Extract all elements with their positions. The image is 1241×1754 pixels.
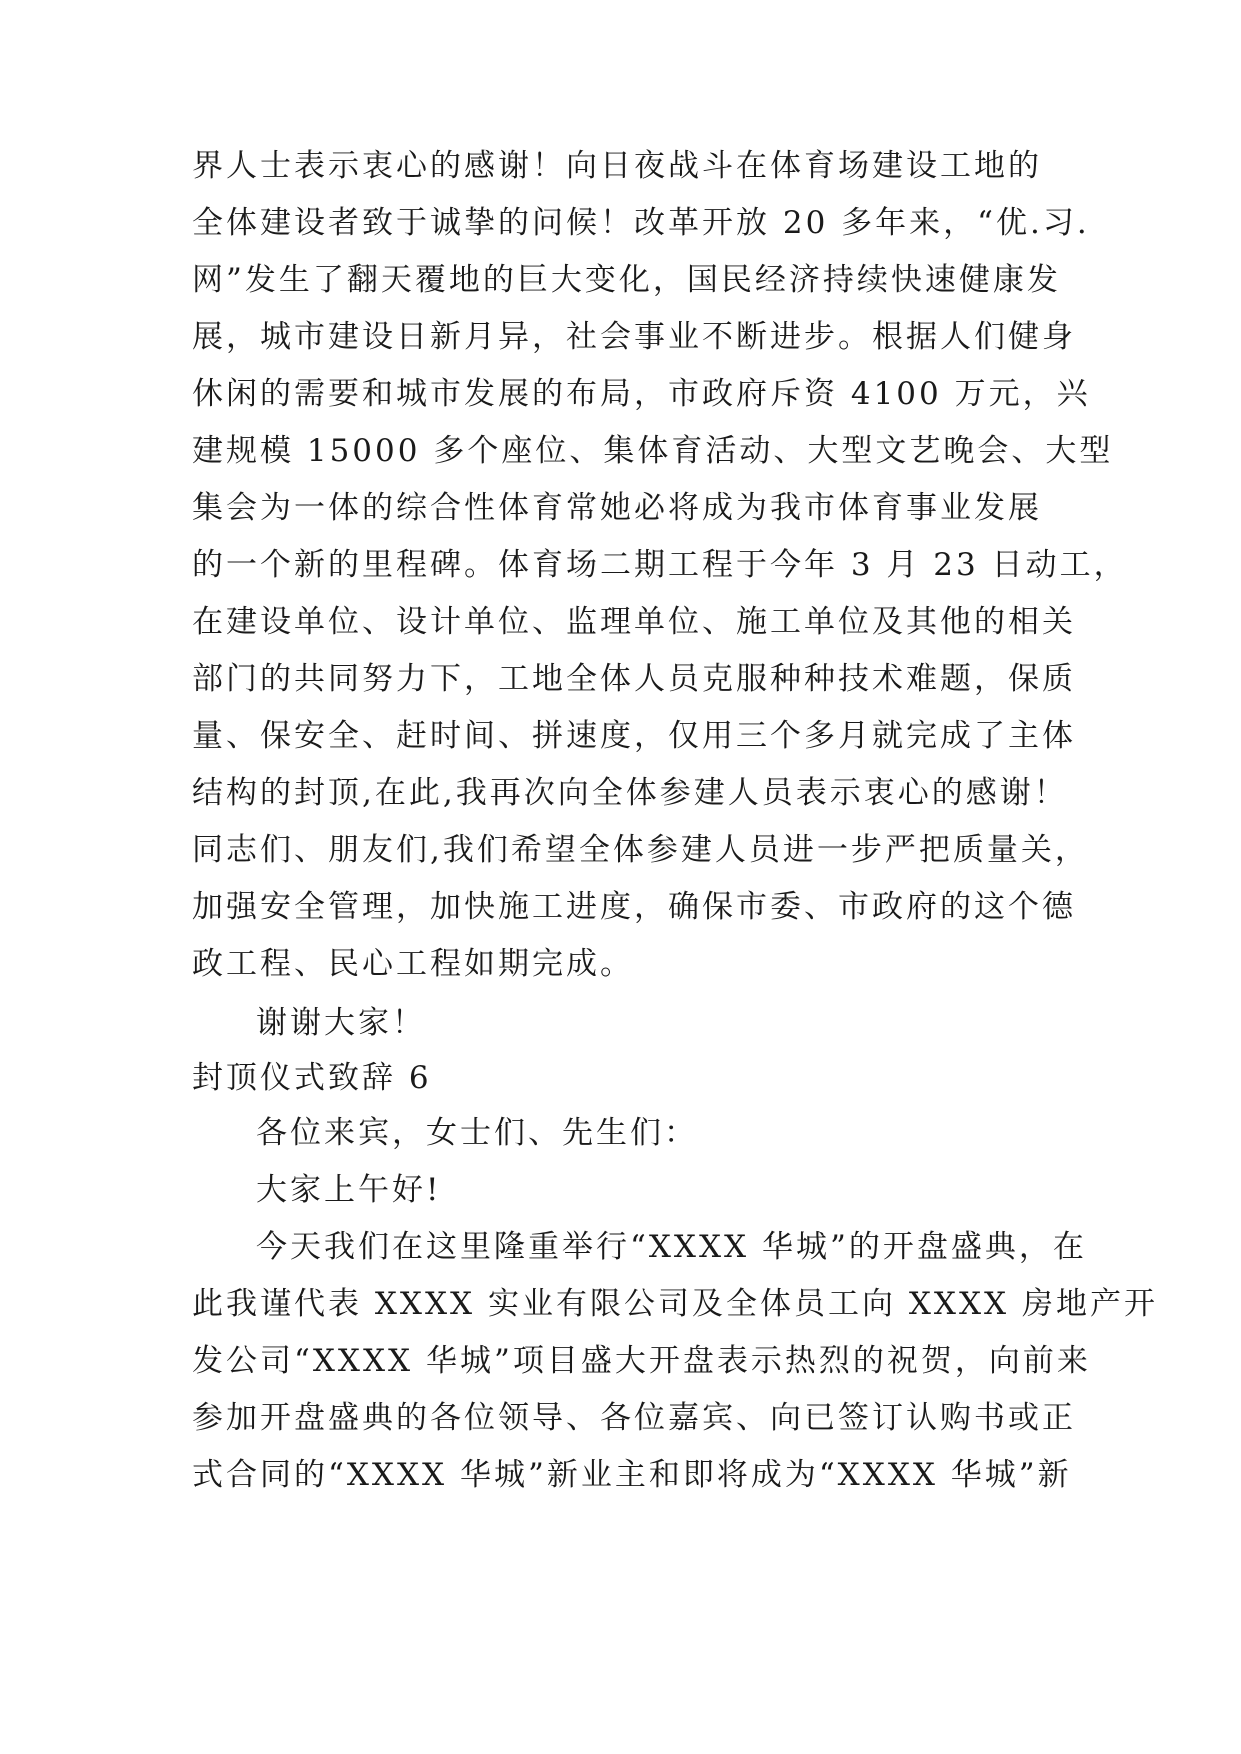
closing-thanks: 谢谢大家！: [256, 1005, 426, 1041]
body-line: 式合同的“XXXX 华城”新业主和即将成为“XXXX 华城”新: [192, 1457, 1072, 1493]
body-line: 休闲的需要和城市发展的布局，市政府斥资 4100 万元，兴: [192, 376, 1091, 412]
body-line: 界人士表示衷心的感谢！向日夜战斗在体育场建设工地的: [192, 148, 1042, 184]
body-line: 加强安全管理，加快施工进度，确保市委、市政府的这个德: [192, 889, 1076, 925]
body-line: 此我谨代表 XXXX 实业有限公司及全体员工向 XXXX 房地产开: [192, 1286, 1158, 1322]
body-line: 同志们、朋友们,我们希望全体参建人员进一步严把质量关，: [192, 832, 1089, 868]
morning-greeting: 大家上午好!: [256, 1172, 442, 1208]
body-line: 在建设单位、设计单位、监理单位、施工单位及其他的相关: [192, 604, 1076, 640]
body-line: 参加开盘盛典的各位领导、各位嘉宾、向已签订认购书或正: [192, 1400, 1076, 1436]
paragraph-first-line: 今天我们在这里隆重举行“XXXX 华城”的开盘盛典，在: [256, 1229, 1087, 1265]
body-line: 结构的封顶,在此,我再次向全体参建人员表示衷心的感谢！: [192, 775, 1068, 811]
body-line: 量、保安全、赶时间、拼速度，仅用三个多月就完成了主体: [192, 718, 1076, 754]
greeting: 各位来宾，女士们、先生们：: [256, 1115, 698, 1151]
body-line: 的一个新的里程碑。体育场二期工程于今年 3 月 23 日动工，: [192, 547, 1128, 583]
body-line: 全体建设者致于诚挚的问候！改革开放 20 多年来，“优.习.: [192, 205, 1090, 241]
section-title: 封顶仪式致辞 6: [192, 1060, 432, 1096]
body-line: 发公司“XXXX 华城”项目盛大开盘表示热烈的祝贺，向前来: [192, 1343, 1091, 1379]
body-line: 展，城市建设日新月异，社会事业不断进步。根据人们健身: [192, 319, 1076, 355]
body-line: 集会为一体的综合性体育常她必将成为我市体育事业发展: [192, 490, 1042, 526]
body-line: 建规模 15000 多个座位、集体育活动、大型文艺晚会、大型: [192, 433, 1114, 469]
body-line: 政工程、民心工程如期完成。: [192, 946, 634, 982]
body-line: 网”发生了翻天覆地的巨大变化，国民经济持续快速健康发: [192, 262, 1061, 298]
body-line: 部门的共同努力下，工地全体人员克服种种技术难题，保质: [192, 661, 1076, 697]
